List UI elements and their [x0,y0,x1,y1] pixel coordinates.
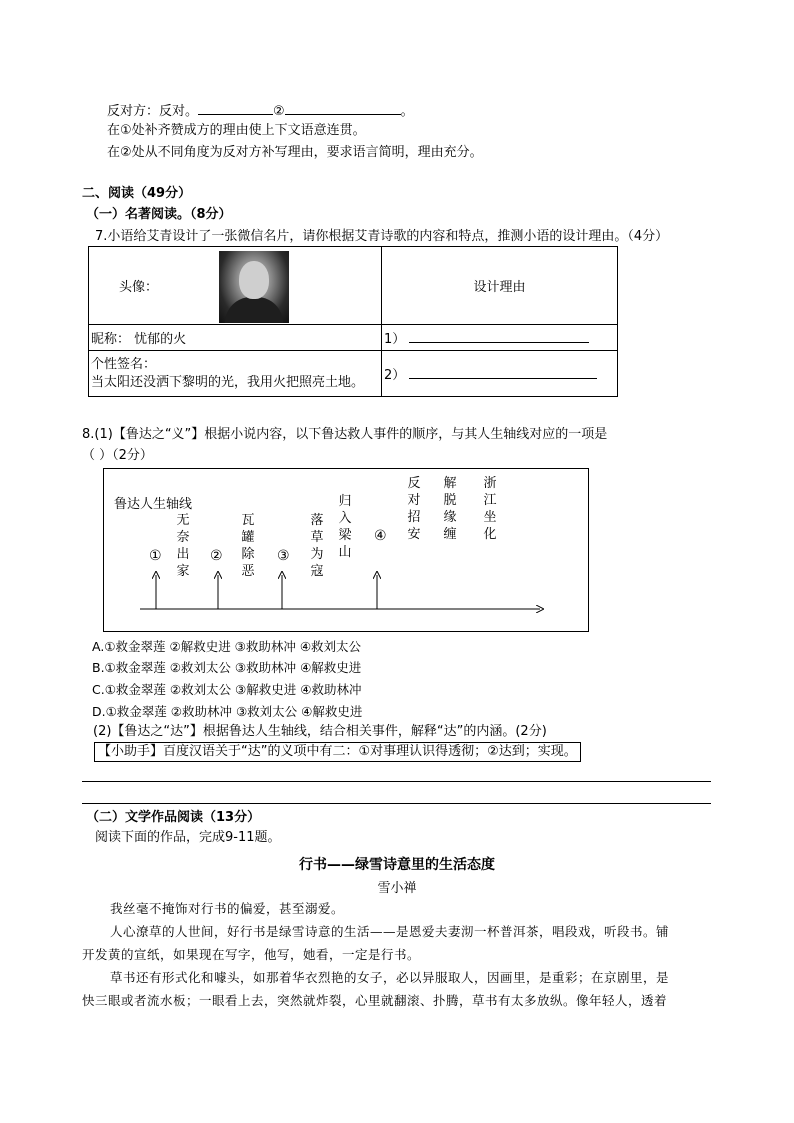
signature-cell [89,351,382,397]
reason-1-blank[interactable] [409,328,589,343]
instruction-1: 在①处补齐赞成方的理由使上下文语意连贯。 [107,123,366,138]
event-wunai-chujia: 无奈出家 [176,513,190,579]
reason-header-cell [382,247,618,325]
signature-text: 当太阳还没洒下黎明的光，我用火把照亮土地。 [91,374,365,390]
wechat-card-table [88,246,618,397]
article-paragraph-2a: 人心潦草的人世间，好行书是绿雪诗意的生活——是恩爱夫妻沏一杯普洱茶，唱段戏，听段书。铺 [110,924,670,939]
option-c[interactable]: C.①救金翠莲 ②救刘太公 ③解救史进 ④救助林冲 [92,682,362,697]
event-jietuo-yuanchan: 解脱缘缠 [443,476,457,542]
helper-hint-box: 【小助手】百度汉语关于“达”的义项中有二：①对事理认识得透彻；②达到；实现。 [94,742,581,762]
answer-line-2[interactable] [82,803,711,804]
reason-2-cell[interactable] [382,351,618,397]
question-7: 7.小语给艾青设计了一张微信名片，请你根据艾青诗歌的内容和特点，推测小语的设计理由。（4分） [95,229,669,244]
timeline-title: 鲁达人生轴线 [114,497,193,512]
option-b[interactable]: B.①救金翠莲 ②救刘太公 ③救助林冲 ④解救史进 [92,660,362,675]
reason-header: 设计理由 [473,280,526,295]
article-paragraph-3b: 快三眼或者流水板；一眼看上去，突然就炸裂，心里就翻滚、扑腾，草书有太多放纵。像年轻人，透着 [82,993,668,1008]
option-a[interactable]: A.①救金翠莲 ②解救史进 ③救助林冲 ④救刘太公 [92,639,362,654]
event-fandui-zhaoan: 反对招安 [407,476,421,542]
opponent-suffix: 。 [400,104,414,119]
question-8-part1: 8.(1)【鲁达之“义”】根据小说内容，以下鲁达救人事件的顺序，与其人生轴线对应的一项是 [82,427,608,442]
reason-1-cell[interactable] [382,325,618,351]
circle-marker-2: ② [273,104,285,119]
reason-2-label: 2） [384,368,406,383]
signature-label: 个性签名： [91,356,157,372]
avatar-photo [219,251,289,323]
blank-1[interactable] [198,100,273,115]
sub-heading-classics: （一）名著阅读。（8分） [86,207,232,222]
instruction-2: 在②处从不同角度为反对方补写理由，要求语言简明，理由充分。 [107,145,483,160]
event-luocao-weikou: 落草为寇 [310,513,324,579]
opponent-prefix: 反对方：反对。 [107,104,199,119]
timeline-axis [104,469,588,631]
literature-heading: （二）文学作品阅读（13分） [86,810,261,825]
reason-2-blank[interactable] [409,364,597,379]
marker-2: ② [210,548,223,564]
blank-2[interactable] [285,100,401,115]
section-reading-heading: 二、阅读（49分） [82,186,192,201]
article-author: 雪小禅 [377,881,417,896]
reason-1-label: 1） [384,332,406,347]
marker-4: ④ [374,528,387,544]
article-paragraph-1: 我丝毫不掩饰对行书的偏爱，甚至溺爱。 [110,901,345,916]
event-zhejiang-zuohua: 浙江坐化 [483,476,497,542]
question-8-answer-blank: （ ）（2分） [82,448,153,463]
marker-1: ① [149,548,162,564]
article-title: 行书——绿雪诗意里的生活态度 [299,857,495,873]
event-guiru-liangshan: 归入梁山 [338,494,352,560]
avatar-label: 头像： [119,280,159,295]
literature-instruction: 阅读下面的作品，完成9-11题。 [95,830,281,845]
opponent-line [107,100,414,122]
nickname-cell [89,325,382,351]
life-timeline [103,468,589,632]
article-paragraph-2b: 开发黄的宣纸，如果现在写字，他写，她看，一定是行书。 [82,947,421,962]
article-paragraph-3a: 草书还有形式化和噱头，如那着华衣烈艳的女子，必以异服取人，因画里，是重彩；在京剧里，是 [110,970,670,985]
marker-3: ③ [277,548,290,564]
question-8-part2: (2)【鲁达之“达”】根据鲁达人生轴线，结合相关事件，解释“达”的内涵。(2分) [93,724,547,739]
nickname: 昵称： 忧郁的火 [91,332,187,347]
option-d[interactable]: D.①救金翠莲 ②救助林冲 ③救刘太公 ④解救史进 [92,704,363,719]
answer-line-1[interactable] [82,781,711,782]
event-waguan-chue: 瓦罐除恶 [241,513,255,579]
